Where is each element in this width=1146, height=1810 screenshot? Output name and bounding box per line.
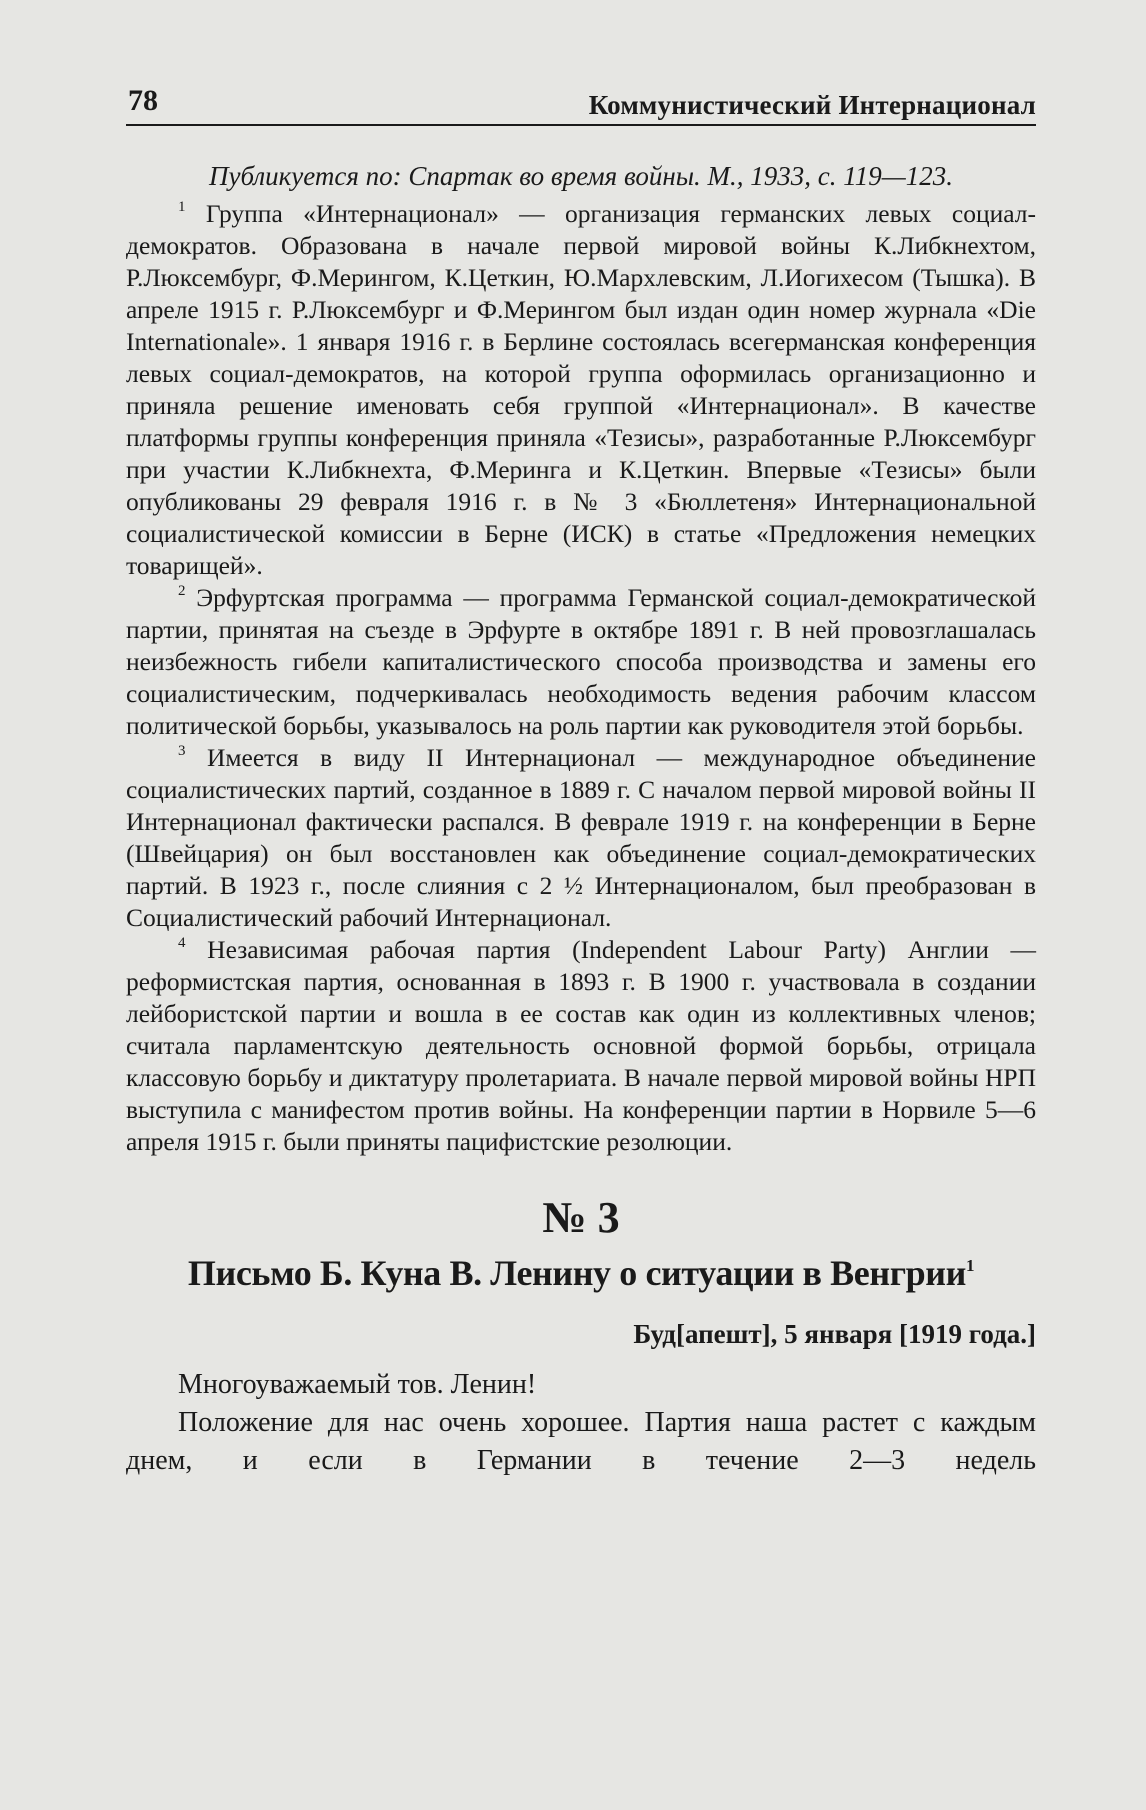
page-header	[126, 80, 1036, 126]
footnote-1	[126, 198, 1036, 582]
footnote-4-text: Независимая рабочая партия (Independent Labour Party) Англии — реформистская партия, основанная в 1893 г. В 1900 г. участвовала в создании лейбористской партии и вошла в ее состав как один из коллективных членов; считала парламентскую деятельность основной формой борьбы, отрицала классовую борьбу и диктатуру пролетариата. В начале первой мировой войны НРП выступила с манифестом против войны. На конференции партии в Норвиле 5—6 апреля 1915 г. были приняты пацифистские резолюции.	[126, 935, 1036, 1156]
document-title	[126, 1250, 1036, 1296]
footnote-3-number: 3	[178, 743, 186, 759]
footnote-1-text: Группа «Интернационал» — организация германских левых социал-демократов. Образована в начале первой мировой войны К.Либкнехтом, Р.Люксембург, Ф.Мерингом, К.Цеткин, Ю.Мархлевским, Л.Иогихесом (Тышка). В апреле 1915 г. Р.Люксембург и Ф.Мерингом был издан один номер журнала «Die Internationale». 1 января 1916 г. в Берлине состоялась всегерманская конференция левых социал-демократов, на которой группа оформилась организационно и приняла решение именовать себя группой «Интернационал». В качестве платформы группы конференция приняла «Тезисы», разработанные Р.Люксембург при участии К.Либкнехта, Ф.Меринга и К.Цеткин. Впервые «Тезисы» были опубликованы 29 февраля 1916 г. в № 3 «Бюллетеня» Интернациональной социалистической комиссии в Берне (ИСК) в статье «Предложения немецких товарищей».	[126, 199, 1036, 580]
document-number: № 3	[542, 1193, 620, 1242]
publication-source: Публикуется по: Спартак во время войны. М., 1933, с. 119—123.	[209, 161, 953, 191]
document-title-note: 1	[965, 1256, 975, 1275]
footnote-2-text: Эрфуртская программа — программа Германской социал-демократической партии, принятая на съезде в Эрфурте в октябре 1891 г. В ней провозглашалась неизбежность гибели капиталистического способа производства и замены его социалистическим, подчеркивалась необходимость ведения рабочим классом политической борьбы, указывалось на роль партии как руководителя этой борьбы.	[126, 583, 1036, 740]
place-and-date: Буд[апешт], 5 января [1919 года.]	[633, 1319, 1036, 1349]
page-content	[126, 150, 1036, 1480]
document-title-text: Письмо Б. Куна В. Ленину о ситуации в Венгрии	[187, 1253, 966, 1293]
footnote-3-text: Имеется в виду II Интернационал — международное объединение социалистических партий, созданное в 1889 г. С началом первой мировой войны II Интернационал фактически распался. В феврале 1919 г. на конференции в Берне (Швейцария) он был восстановлен как объединение социал-демократических партий. В 1923 г., после слияния с 2 ½ Интернационалом, был преобразован в Социалистический рабочий Интернационал.	[126, 743, 1036, 932]
footnote-2-number: 2	[178, 583, 186, 599]
page-number: 78	[128, 84, 158, 117]
letter-greeting: Многоуважаемый тов. Ленин!	[178, 1369, 537, 1400]
footnote-3	[126, 742, 1036, 934]
running-title: Коммунистический Интернационал	[588, 90, 1036, 120]
footnote-2	[126, 582, 1036, 742]
letter-body: Положение для нас очень хорошее. Партия наша растет с каждым днем, и если в Германии в течение 2—3 недель	[126, 1407, 1036, 1476]
footnote-4-number: 4	[178, 935, 186, 951]
footnote-1-number: 1	[178, 199, 186, 215]
footnote-4	[126, 934, 1036, 1158]
